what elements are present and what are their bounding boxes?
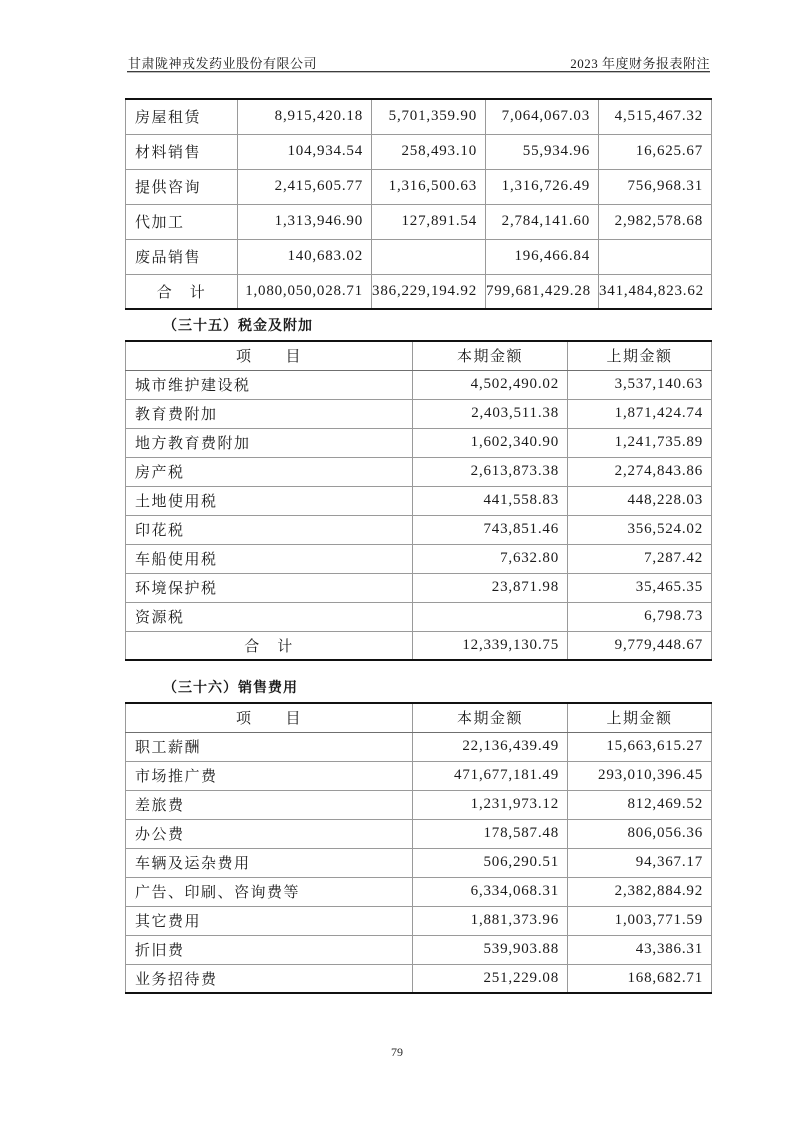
- amount-cell: 1,602,340.90: [413, 428, 568, 457]
- amount-cell: 6,334,068.31: [413, 877, 568, 906]
- amount-cell: 1,871,424.74: [568, 399, 712, 428]
- amount-cell: 9,779,448.67: [568, 631, 712, 660]
- amount-cell: 4,502,490.02: [413, 370, 568, 399]
- amount-cell: 812,469.52: [568, 790, 712, 819]
- row-label-cell: 资源税: [126, 602, 413, 631]
- amount-cell: 341,484,823.62: [599, 274, 712, 309]
- amount-cell: 35,465.35: [568, 573, 712, 602]
- table-row: [126, 761, 712, 790]
- amount-cell: 471,677,181.49: [413, 761, 568, 790]
- row-label-cell: 提供咨询: [126, 169, 238, 204]
- amount-cell: 2,274,843.86: [568, 457, 712, 486]
- row-label-cell: 废品销售: [126, 239, 238, 274]
- amount-cell: 1,231,973.12: [413, 790, 568, 819]
- amount-cell: 506,290.51: [413, 848, 568, 877]
- table-row: [126, 848, 712, 877]
- amount-cell: 2,784,141.60: [486, 204, 599, 239]
- amount-cell: 196,466.84: [486, 239, 599, 274]
- table-row: [126, 602, 712, 631]
- table-row: [126, 239, 712, 274]
- amount-cell: [372, 239, 486, 274]
- amount-cell: 2,415,605.77: [238, 169, 372, 204]
- amount-cell: 2,613,873.38: [413, 457, 568, 486]
- row-label-cell: 市场推广费: [126, 761, 413, 790]
- amount-cell: 539,903.88: [413, 935, 568, 964]
- amount-cell: 7,064,067.03: [486, 99, 599, 134]
- column-header-current: 本期金额: [413, 703, 568, 732]
- amount-cell: 2,403,511.38: [413, 399, 568, 428]
- row-label-cell: 代加工: [126, 204, 238, 239]
- amount-cell: 4,515,467.32: [599, 99, 712, 134]
- amount-cell: 2,982,578.68: [599, 204, 712, 239]
- row-label-cell: 房产税: [126, 457, 413, 486]
- table-row: [126, 134, 712, 169]
- selling-expenses-table: [125, 702, 712, 994]
- amount-cell: 448,228.03: [568, 486, 712, 515]
- table-row: [126, 790, 712, 819]
- table-row: [126, 877, 712, 906]
- total-label-cell: 合 计: [126, 631, 413, 660]
- amount-cell: 1,316,500.63: [372, 169, 486, 204]
- page-header: [128, 53, 710, 72]
- row-label-cell: 教育费附加: [126, 399, 413, 428]
- column-header-prior: 上期金额: [568, 341, 712, 370]
- section-heading-taxes: （三十五）税金及附加: [163, 319, 313, 334]
- amount-cell: 1,003,771.59: [568, 906, 712, 935]
- table-row: [126, 819, 712, 848]
- table-row: [126, 732, 712, 761]
- company-name: 甘肃陇神戎发药业股份有限公司: [128, 56, 318, 71]
- row-label-cell: 车辆及运杂费用: [126, 848, 413, 877]
- table-row: [126, 99, 712, 134]
- row-label-cell: 职工薪酬: [126, 732, 413, 761]
- amount-cell: 23,871.98: [413, 573, 568, 602]
- column-header-item: 项 目: [126, 703, 413, 732]
- table-row: [126, 906, 712, 935]
- amount-cell: 178,587.48: [413, 819, 568, 848]
- row-label-cell: 地方教育费附加: [126, 428, 413, 457]
- amount-cell: 55,934.96: [486, 134, 599, 169]
- column-header-item: 项 目: [126, 341, 413, 370]
- amount-cell: 7,287.42: [568, 544, 712, 573]
- taxes-table: [125, 340, 712, 661]
- row-label-cell: 城市维护建设税: [126, 370, 413, 399]
- table-row: [126, 204, 712, 239]
- header-row: [126, 703, 712, 732]
- table-row: [126, 457, 712, 486]
- row-label-cell: 业务招待费: [126, 964, 413, 993]
- amount-cell: 6,798.73: [568, 602, 712, 631]
- amount-cell: 799,681,429.28: [486, 274, 599, 309]
- table-row: [126, 544, 712, 573]
- amount-cell: 168,682.71: [568, 964, 712, 993]
- row-label-cell: 印花税: [126, 515, 413, 544]
- amount-cell: 22,136,439.49: [413, 732, 568, 761]
- total-row: [126, 274, 712, 309]
- table-row: [126, 964, 712, 993]
- table-row: [126, 399, 712, 428]
- amount-cell: 1,313,946.90: [238, 204, 372, 239]
- amount-cell: 12,339,130.75: [413, 631, 568, 660]
- amount-cell: 16,625.67: [599, 134, 712, 169]
- amount-cell: 743,851.46: [413, 515, 568, 544]
- table-row: [126, 573, 712, 602]
- total-label-cell: 合 计: [126, 274, 238, 309]
- amount-cell: 43,386.31: [568, 935, 712, 964]
- row-label-cell: 折旧费: [126, 935, 413, 964]
- amount-cell: 8,915,420.18: [238, 99, 372, 134]
- row-label-cell: 差旅费: [126, 790, 413, 819]
- row-label-cell: 土地使用税: [126, 486, 413, 515]
- table-row: [126, 935, 712, 964]
- amount-cell: 293,010,396.45: [568, 761, 712, 790]
- table-row: [126, 370, 712, 399]
- section-heading-selling-expenses: （三十六）销售费用: [163, 681, 298, 696]
- amount-cell: 15,663,615.27: [568, 732, 712, 761]
- revenue-detail-table: [125, 98, 712, 310]
- amount-cell: 104,934.54: [238, 134, 372, 169]
- amount-cell: 441,558.83: [413, 486, 568, 515]
- report-title: 2023 年度财务报表附注: [570, 56, 710, 71]
- amount-cell: 140,683.02: [238, 239, 372, 274]
- amount-cell: 1,316,726.49: [486, 169, 599, 204]
- amount-cell: 756,968.31: [599, 169, 712, 204]
- row-label-cell: 材料销售: [126, 134, 238, 169]
- amount-cell: 3,537,140.63: [568, 370, 712, 399]
- column-header-current: 本期金额: [413, 341, 568, 370]
- row-label-cell: 其它费用: [126, 906, 413, 935]
- row-label-cell: 办公费: [126, 819, 413, 848]
- header-row: [126, 341, 712, 370]
- amount-cell: 5,701,359.90: [372, 99, 486, 134]
- row-label-cell: 车船使用税: [126, 544, 413, 573]
- amount-cell: 258,493.10: [372, 134, 486, 169]
- row-label-cell: 房屋租赁: [126, 99, 238, 134]
- amount-cell: 94,367.17: [568, 848, 712, 877]
- total-row: [126, 631, 712, 660]
- amount-cell: 1,241,735.89: [568, 428, 712, 457]
- page-number: 79: [391, 1045, 403, 1059]
- amount-cell: [599, 239, 712, 274]
- amount-cell: 356,524.02: [568, 515, 712, 544]
- amount-cell: 386,229,194.92: [372, 274, 486, 309]
- table-row: [126, 515, 712, 544]
- table-row: [126, 169, 712, 204]
- amount-cell: 127,891.54: [372, 204, 486, 239]
- table-row: [126, 486, 712, 515]
- amount-cell: [413, 602, 568, 631]
- amount-cell: 2,382,884.92: [568, 877, 712, 906]
- row-label-cell: 环境保护税: [126, 573, 413, 602]
- row-label-cell: 广告、印刷、咨询费等: [126, 877, 413, 906]
- table-row: [126, 428, 712, 457]
- amount-cell: 7,632.80: [413, 544, 568, 573]
- amount-cell: 1,881,373.96: [413, 906, 568, 935]
- header-rule: [127, 71, 710, 73]
- amount-cell: 806,056.36: [568, 819, 712, 848]
- amount-cell: 251,229.08: [413, 964, 568, 993]
- column-header-prior: 上期金额: [568, 703, 712, 732]
- amount-cell: 1,080,050,028.71: [238, 274, 372, 309]
